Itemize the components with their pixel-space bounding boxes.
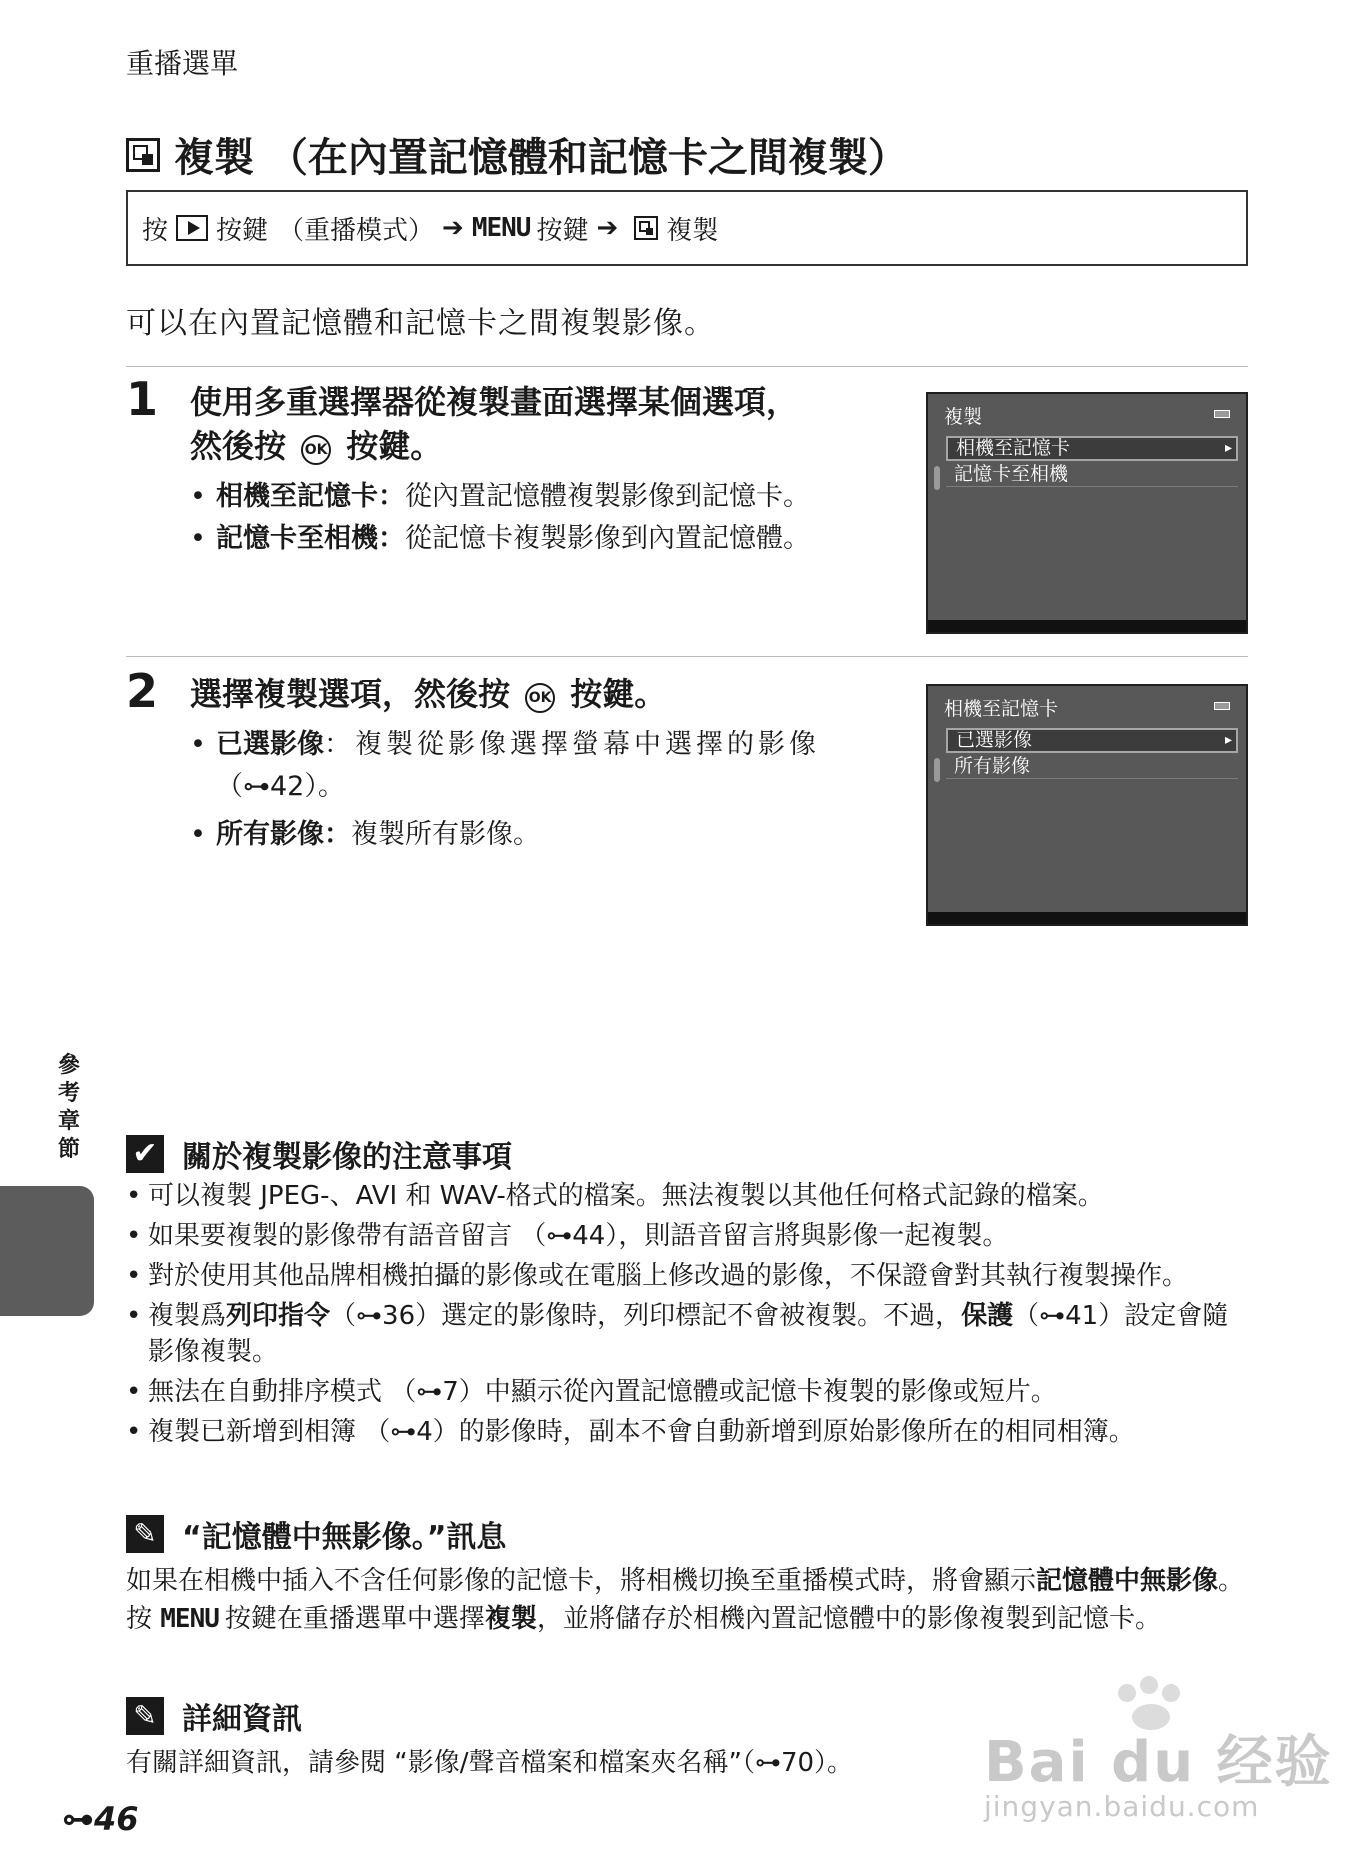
text-segment: ，並將儲存於相機內置記憶體中的影像複製到記憶卡。: [536, 1604, 1161, 1634]
list-item: • 複製已新增到相簿 （⊶4）的影像時，副本不會自動新增到原始影像所在的相同相簿。: [126, 1414, 1250, 1450]
text-segment: （⊶41）設定會隨影像複製。: [148, 1301, 1229, 1367]
paw-icon: [1118, 1684, 1136, 1702]
copy-icon: [126, 138, 160, 172]
section-title: 重播選單: [126, 47, 239, 80]
option-desc: 從內置記憶體複製影像到記憶卡。: [405, 481, 810, 512]
step-2-number: 2: [126, 664, 159, 718]
screen-title: 複製: [944, 406, 983, 428]
page-number: ⊶46: [62, 1800, 139, 1838]
option-term: 所有影像：: [216, 819, 351, 850]
option-ref: （⊶42）。: [216, 771, 345, 802]
camera-screen-copy: [926, 392, 1248, 634]
step-2-options: [190, 724, 910, 856]
ok-button-icon: OK: [525, 683, 555, 713]
option-term: 記憶卡至相機：: [216, 523, 405, 554]
list-item: • 可以複製 JPEG-、AVI 和 WAV-格式的檔案。無法複製以其他任何格式記錄的檔案。: [126, 1178, 1250, 1214]
list-item: [126, 1298, 1250, 1370]
heading-text: 複製 （在內置記憶體和記憶卡之間複製）: [174, 135, 908, 181]
divider: [126, 656, 1248, 657]
watermark-url: jingyan.baidu.com: [984, 1790, 1260, 1823]
paw-icon: [1162, 1684, 1180, 1702]
step-2-line-1-end: 按鍵。: [570, 675, 667, 713]
note-title: “記憶體中無影像。”訊息: [182, 1520, 507, 1555]
nav-target: 複製: [666, 215, 719, 246]
text-bold: 保護: [961, 1301, 1014, 1331]
menu-button-label: MENU: [471, 213, 531, 243]
screen-tab-marker: [934, 758, 940, 782]
divider: [126, 366, 1248, 367]
ok-button-icon: OK: [301, 435, 331, 465]
option-desc: ：複製從影像選擇螢幕中選擇的影像: [324, 729, 820, 760]
screen-option-selected: 已選影像 ▸: [946, 728, 1238, 753]
chapter-side-label: 參考章節: [57, 1053, 80, 1162]
paw-icon: [1140, 1676, 1158, 1694]
list-item: • 對於使用其他品牌相機拍攝的影像或在電腦上修改過的影像，不保證會對其執行複製操作。: [126, 1258, 1250, 1294]
text-bold: 複製: [484, 1604, 537, 1634]
watermark-logo: Bai du 经验: [984, 1730, 1333, 1795]
list-item: • 無法在自動排序模式 （⊶7）中顯示從內置記憶體或記憶卡複製的影像或短片。: [126, 1374, 1250, 1410]
chapter-tab: [0, 1186, 94, 1316]
copy-icon: [634, 216, 658, 240]
note-heading-more-info: [126, 1694, 302, 1738]
pencil-icon: ✎: [126, 1697, 164, 1735]
note-3-text: 有關詳細資訊，請參閱 “影像/聲音檔案和檔案夾名稱”（⊶70）。: [126, 1748, 854, 1778]
note-title: 詳細資訊: [182, 1702, 302, 1737]
list-item: [190, 814, 910, 856]
menu-button-label: MENU: [160, 1604, 219, 1634]
step-1-number: 1: [126, 372, 159, 426]
battery-icon: [1214, 702, 1230, 710]
step-1-options: [190, 476, 890, 560]
nav-mode: （重播模式）: [278, 215, 435, 246]
list-item: [190, 476, 890, 518]
screen-tab-marker: [934, 466, 940, 490]
screen-option-selected: 相機至記憶卡 ▸: [946, 436, 1238, 461]
text-bold: 記憶體中無影像: [1036, 1566, 1219, 1596]
screen-option: 所有影像: [946, 754, 1238, 779]
screen-bottom-bar: [928, 620, 1246, 632]
step-1-line-2-end: 按鍵。: [346, 427, 443, 465]
step-1-line-1: 使用多重選擇器從複製畫面選擇某個選項，: [190, 383, 799, 421]
check-icon: ✔: [126, 1135, 164, 1173]
screen-bottom-bar: [928, 912, 1246, 924]
list-item: [190, 724, 910, 808]
screen-option: 記憶卡至相機: [946, 462, 1238, 487]
option-term: 相機至記憶卡：: [216, 481, 405, 512]
step-1-line-2: [190, 424, 890, 468]
nav-key-label: 按鍵: [216, 215, 269, 246]
note-heading-copy-cautions: [126, 1132, 512, 1176]
nav-key-label-2: 按鍵: [536, 215, 589, 246]
screen-title: 相機至記憶卡: [944, 698, 1059, 720]
step-1-line-2-start: 然後按: [190, 427, 287, 465]
pencil-icon: ✎: [126, 1515, 164, 1553]
step-2: [190, 672, 910, 856]
note-2-paragraph: [126, 1562, 1250, 1638]
note-heading-no-images: [126, 1512, 506, 1556]
page-heading: [126, 126, 908, 183]
list-item: [190, 518, 890, 560]
text-bold: 列印指令: [226, 1301, 331, 1331]
text-segment: 按鍵在重播選單中選擇: [224, 1604, 485, 1634]
note-title: 關於複製影像的注意事項: [182, 1140, 512, 1175]
battery-icon: [1214, 410, 1230, 418]
text-segment: 如果在相機中插入不含任何影像的記憶卡，將相機切換至重播模式時，將會顯示: [126, 1566, 1037, 1596]
intro-text: 可以在內置記憶體和記憶卡之間複製影像。: [126, 306, 715, 341]
menu-path-box: [126, 190, 1248, 266]
note-1-list: [126, 1178, 1250, 1454]
step-2-line-1-start: 選擇複製選項，然後按: [190, 675, 511, 713]
list-item: • 如果要複製的影像帶有語音留言 （⊶44），則語音留言將與影像一起複製。: [126, 1218, 1250, 1254]
camera-screen-camera-to-card: [926, 684, 1248, 926]
text-segment: 。按: [126, 1566, 1245, 1634]
option-term: 已選影像: [216, 729, 324, 760]
text-segment: （⊶36）選定的影像時，列印標記不會被複製。不過，: [330, 1301, 962, 1331]
arrow-icon: ➔: [596, 213, 619, 243]
option-desc: 從記憶卡複製影像到內置記憶體。: [405, 523, 810, 554]
text-segment: 複製爲: [148, 1301, 227, 1331]
option-desc: 複製所有影像。: [351, 819, 540, 850]
arrow-icon: ➔: [442, 213, 464, 243]
step-2-line-1: [190, 672, 910, 716]
playback-button-icon: [176, 215, 208, 241]
step-1: [190, 380, 890, 560]
nav-press: 按: [142, 215, 169, 246]
